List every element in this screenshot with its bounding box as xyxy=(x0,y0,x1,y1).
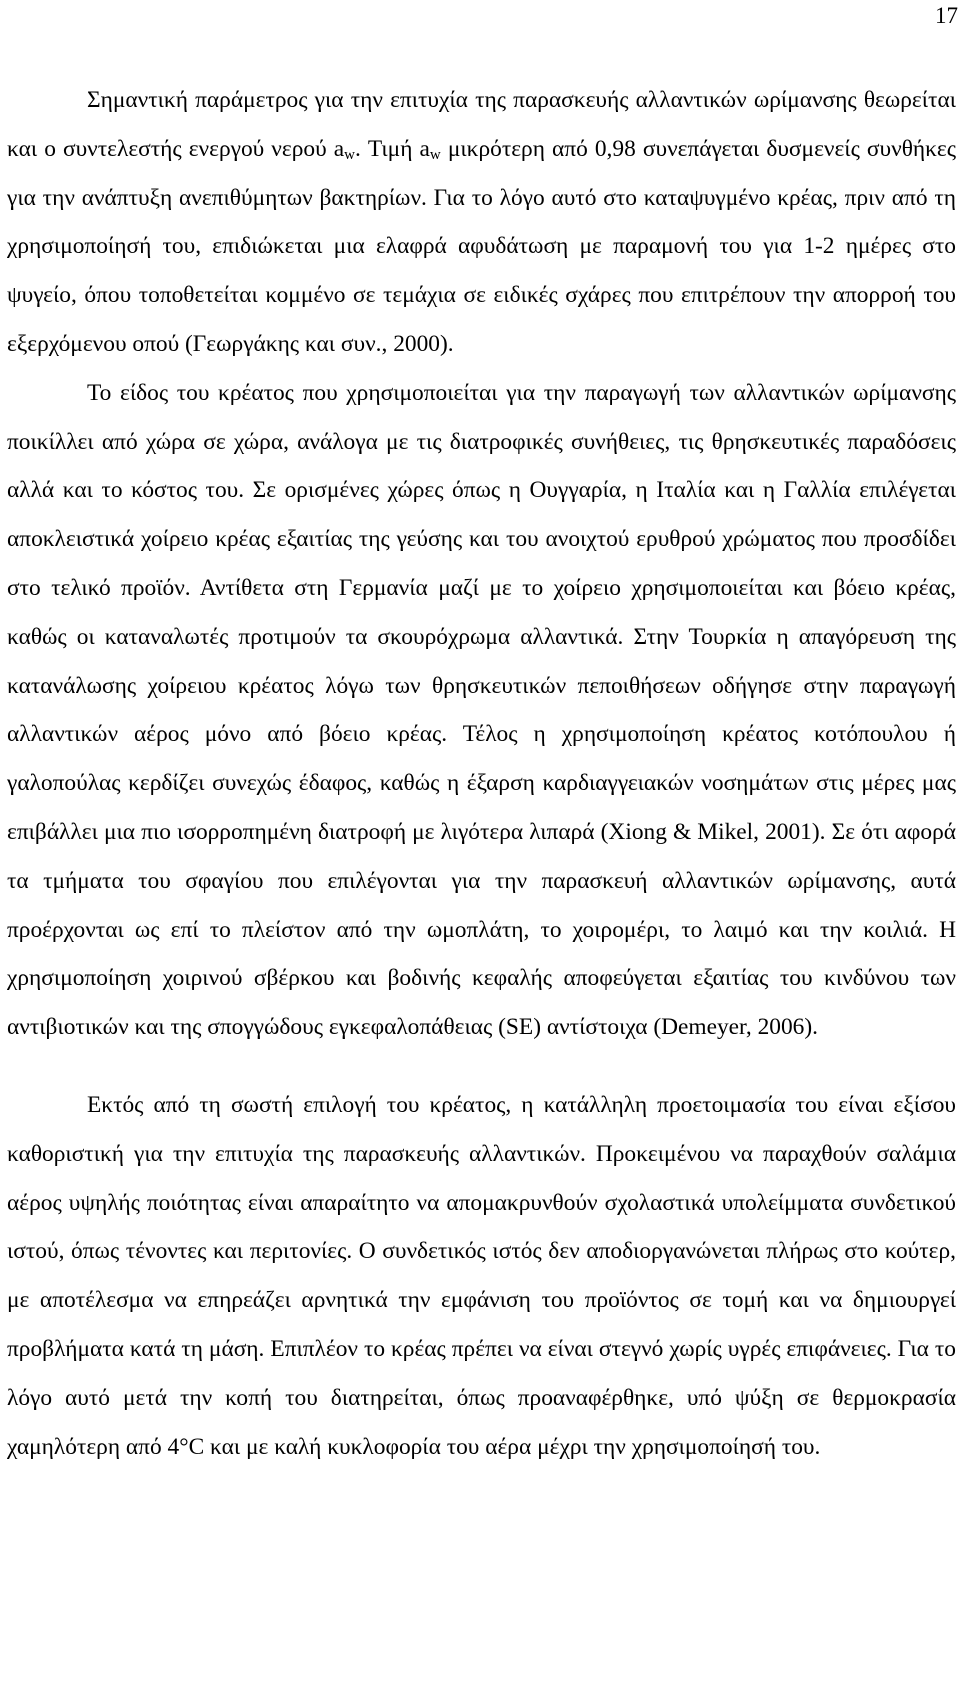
subscript-w: w xyxy=(429,146,441,163)
page-number: 17 xyxy=(935,3,958,28)
subscript-w: w xyxy=(344,146,355,163)
paragraph-water-activity xyxy=(7,76,956,369)
paragraph-meat-type: Το είδος του κρέατος που χρησιμοποιείται για την παραγωγή των αλλαντικών ωρίμανσης ποικίλλει από χώρα σε χώρα, ανάλογα με τις διατροφικές συνήθειες, τις θρησκευτικές παραδόσεις αλλά και το κόστος του. Σε ορισμένες χώρες όπως η Ουγγαρία, η Ιταλία και η Γαλλία επιλέγεται αποκλειστικά χοίρειο κρέας εξαιτίας της γεύσης και του ανοιχτού ερυθρού χρώματος που προσδίδει στο τελικό προϊόν. Αντίθετα στη Γερμανία μαζί με το χοίρειο χρησιμοποιείται και βόειο κρέας, καθώς οι καταναλωτές προτιμούν τα σκουρόχρωμα αλλαντικά. Στην Τουρκία η απαγόρευση της κατανάλωσης χοίρειου κρέατος λόγω των θρησκευτικών πεποιθήσεων οδήγησε στην παραγωγή αλλαντικών αέρος μόνο από βόειο κρέας. Τέλος η χρησιμοποίηση κρέατος κοτόπουλου ή γαλοπούλας κερδίζει συνεχώς έδαφος, καθώς η έξαρση καρδιαγγειακών νοσημάτων στις μέρες μας επιβάλλει μια πιο ισορροπημένη διατροφή με λιγότερα λιπαρά (Xiong & Mikel, 2001). Σε ότι αφορά τα τμήματα του σφαγίου που επιλέγονται για την παρασκευή αλλαντικών ωρίμανσης, αυτά προέρχονται ως επί το πλείστον από την ωμοπλάτη, το χοιρομέρι, το λαιμό και την κοιλιά. Η χρησιμοποίηση χοιρινού σβέρκου και βοδινής κεφαλής αποφεύγεται εξαιτίας του κινδύνου των αντιβιοτικών και της σπογγώδους εγκεφαλοπάθειας (SE) αντίστοιχα (Demeyer, 2006). xyxy=(7,379,956,1041)
paragraph-text: Σημαντική παράμετρος για την επιτυχία της παρασκευής αλλαντικών ωρίμανσης θεωρείται και ο συντελεστής ενεργού νερού a xyxy=(7,87,956,162)
paragraph-meat-preparation: Εκτός από τη σωστή επιλογή του κρέατος, η κατάλληλη προετοιμασία του είναι εξίσου καθοριστική για την επιτυχία της παρασκευής αλλαντικών. Προκειμένου να παραχθούν σαλάμια αέρος υψηλής ποιότητας είναι απαραίτητο να απομακρυνθούν σχολαστικά υπολείμματα συνδετικού ιστού, όπως τένοντες και περιτονίες. Ο συνδετικός ιστός δεν αποδιοργανώνεται πλήρως στο κούτερ, με αποτέλεσμα να επηρεάζει αρνητικά την εμφάνιση του προϊόντος σε τομή και να δημιουργεί προβλήματα κατά τη μάση. Επιπλέον το κρέας πρέπει να είναι στεγνό χωρίς υγρές επιφάνειες. Για το λόγο αυτό μετά την κοπή του διατηρείται, όπως προαναφέρθηκε, υπό ψύξη σε θερμοκρασία χαμηλότερη από 4°C και με καλή κυκλοφορία του αέρα μέχρι την χρησιμοποίησή του. xyxy=(7,1091,956,1460)
paragraph-text: . Τιμή a xyxy=(354,135,430,162)
paragraph-text: μικρότερη από 0,98 συνεπάγεται δυσμενείς συνθήκες για την ανάπτυξη ανεπιθύμητων βακτηρίων. Για το λόγο αυτό στο καταψυγμένο κρέας, πριν από τη χρησιμοποίησή του, επιδιώκεται μια ελαφρά αφυδάτωση με παραμονή του για 1-2 ημέρες στο ψυγείο, όπου τοποθετείται κομμένο σε τεμάχια σε ειδικές σχάρες που επιτρέπουν την απορροή του εξερχόμενου οπού (Γεωργάκης και συν., 2000). xyxy=(7,135,957,357)
body-text xyxy=(7,76,956,1471)
